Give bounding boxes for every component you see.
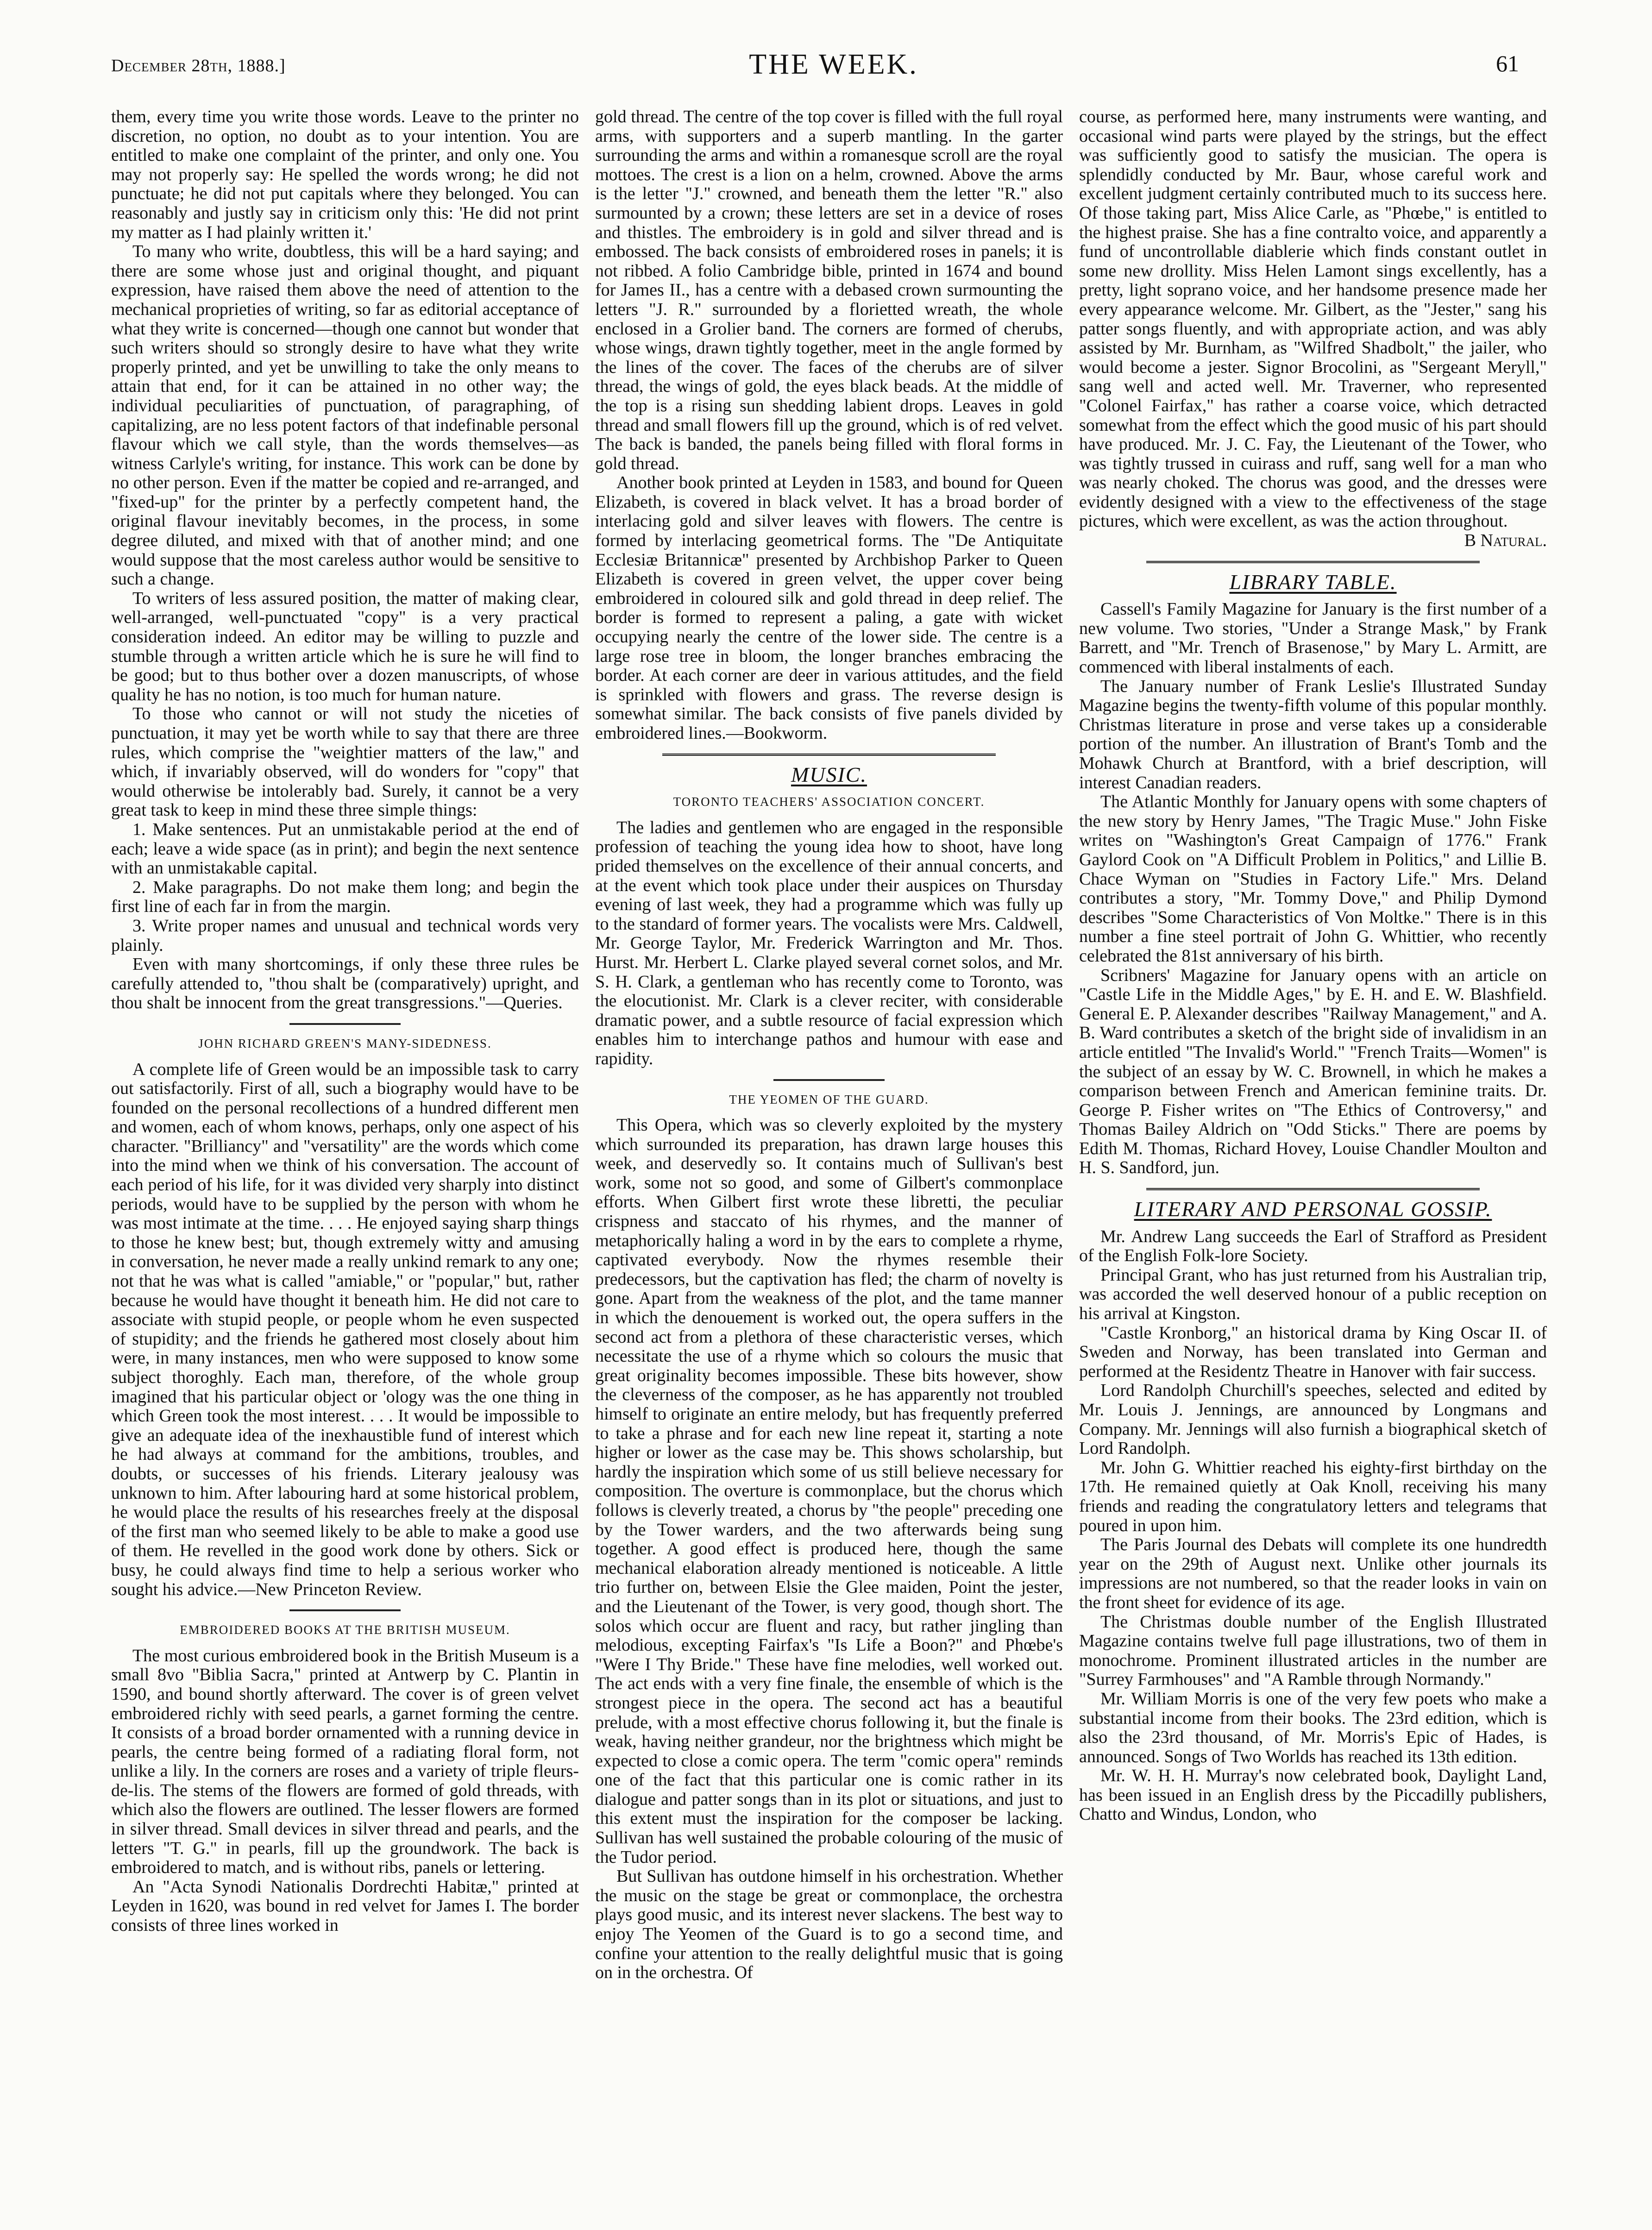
section-divider [1146, 561, 1480, 563]
article-heading: EMBROIDERED BOOKS AT THE BRITISH MUSEUM. [180, 1623, 510, 1637]
paragraph: Cassell's Family Magazine for January is the first number of a new volume. Two stories, "Under a Strange Mask," by Frank Barrett, and "Mr. Trench of Brasenose," by Mary L. Armitt, are commenced with liberal instalments of each. [1079, 599, 1547, 677]
paragraph: The Atlantic Monthly for January opens with some chapters of the new story by Henry James, "The Tragic Muse." John Fiske writes on "Washington's Great Campaign of 1776." Frank Gaylord Cook on "A Difficult Problem in Politics," and Lillie B. Chace Wyman on "Studies in Factory Life." Mrs. Deland contributes a story, "Mr. Tommy Dove," and Philip Dymond describes "Some Characteristics of Von Moltke." There is in this number a fine steel portrait of John G. Whittier, who recently celebrated the 81st anniversary of his birth. [1079, 792, 1547, 966]
paragraph: The Paris Journal des Debats will complete its one hundredth year on the 29th of August next. Unlike other journals its impressions are not numbered, so that the reader looks in vain on the front sheet for evidence of its age. [1079, 1535, 1547, 1612]
paragraph: A complete life of Green would be an impossible task to carry out satisfactorily. First of all, such a biography would have to be founded on the personal recollections of a hundred different men and women, each of whom knows, perhaps, only one aspect of his character. "Brilliancy" and "versatility" are the words which come into the mind when we think of his conversation. The account of each period of his life, for it was divided very sharply into distinct periods, would have to be supplied by the person with whom he was most intimate at the time. . . . He enjoyed saying sharp things to those he knew best; but, though extremely witty and amusing in conversation, he never made a really unkind remark to any one; not that he was what is called "amiable," or "popular," but, rather because he would have thought it beneath him. He did not care to associate with stupid people, or people whom he even suspected of stupidity; and the friends he gathered most closely about him were, in many instances, men who were supposed to know some subject thoroghly. Each man, therefore, of the whole group imagined that his particular object or 'ology was the one thing in which Green took the most interest. . . . It would be impossible to give an adequate idea of the inexhaustible fund of interest which he had always at command for the ambitions, troubles, and doubts, or successes of his friends. Literary jealousy was unknown to him. After labouring hard at some historical problem, he would place the results of his researches freely at the disposal of the first man who seemed likely to be able to make a good use of them. He revelled in the good work done by others. Sick or busy, he could always find time to help a serious worker who sought his advice.—New Princeton Review. [111, 1059, 579, 1599]
divider [289, 1023, 401, 1025]
paragraph: An "Acta Synodi Nationalis Dordrechti Habitæ," printed at Leyden in 1620, was bound in red velvet for James I. The border consists of three lines worked in [111, 1877, 579, 1935]
page-number: 61 [1496, 50, 1519, 76]
divider [289, 1609, 401, 1611]
paragraph: them, every time you write those words. Leave to the printer no discretion, no option, no doubt as to your intention. You are entitled to make one complaint of the printer, and only one. You may not properly say: He spelled the words wrong; he did not punctuate; he did not put capitals where they belonged. You can reasonably and justly say in criticism only this: 'He did not print my matter as I had plainly written it.' [111, 107, 579, 242]
section-divider [662, 754, 996, 756]
author-signature: B Natural. [1464, 531, 1547, 551]
paragraph: gold thread. The centre of the top cover is filled with the full royal arms, with supporters and a superb mantling. In the garter surrounding the arms and within a romanesque scroll are the royal mottoes. The crest is a lion on a helm, crowned. Above the arms is the letter "J." crowned, and beneath them the letter "R." also surmounted by a crown; these letters are set in a device of roses and thistles. The embroidery is in gold and silver thread and is embossed. The back consists of embroidered roses in panels; it is not ribbed. A folio Cambridge bible, printed in 1674 and bound for James II., has a centre with a debased crown surmounting the letters "J. R." surrounded by a florietted wreath, the whole enclosed in a Grolier band. The corners are formed of cherubs, whose wings, drawn tightly together, meet in the angle formed by the lines of the cover. The faces of the cherubs are of silver thread, the wings of gold, the eyes black beads. At the middle of the top is a rising sun shedding labient drops. Leaves in gold thread and small flowers fill up the ground, which is of red velvet. The back is banded, the panels being filled with floral forms in gold thread. [595, 107, 1063, 473]
paragraph: Mr. Andrew Lang succeeds the Earl of Strafford as President of the English Folk-lore Society. [1079, 1226, 1547, 1266]
issue-date: December 28th, 1888.] [111, 56, 286, 75]
paragraph: The Christmas double number of the English Illustrated Magazine contains twelve full page illustrations, two of them in monochrome. Prominent illustrated articles in the number are "Surrey Farmhouses" and "A Ramble through Normandy." [1079, 1612, 1547, 1690]
paragraph: Principal Grant, who has just returned from his Australian trip, was accorded the well deserved honour of a public reception on his arrival at Kingston. [1079, 1265, 1547, 1324]
paragraph: "Castle Kronborg," an historical drama by King Oscar II. of Sweden and Norway, has been translated into German and performed at the Residentz Theatre in Hanover with fair success. [1079, 1323, 1547, 1381]
article-heading: TORONTO TEACHERS' ASSOCIATION CONCERT. [673, 795, 985, 809]
paragraph: Mr. John G. Whittier reached his eighty-first birthday on the 17th. He remained quietly at Oak Knoll, receiving his many friends and reading the congratulatory letters and telegrams that poured in upon him. [1079, 1457, 1547, 1535]
rule-item: 3. Write proper names and unusual and technical words very plainly. [111, 916, 579, 955]
section-heading-gossip: LITERARY AND PERSONAL GOSSIP. [1134, 1197, 1492, 1221]
paragraph: Scribners' Magazine for January opens with an article on "Castle Life in the Middle Ages," by E. H. and E. W. Blashfield. General E. P. Alexander describes "Railway Management," and A. B. Ward contributes a sketch of the bright side of invalidism in an article entitled "The Invalid's World." "French Traits—Women" is the subject of an essay by W. C. Brownell, in which he makes a comparison between French and American feminine traits. Dr. George P. Fisher writes on "The Ethics of Controversy," and Thomas Bailey Aldrich on "Odd Sticks." There are poems by Edith M. Thomas, Richard Hovey, Louise Chandler Moulton and H. S. Sandford, jun. [1079, 965, 1547, 1178]
article-heading: THE YEOMEN OF THE GUARD. [729, 1092, 929, 1106]
divider [773, 1079, 885, 1081]
section-heading-music: MUSIC. [791, 762, 867, 786]
rule-item: 1. Make sentences. Put an unmistakable period at the end of each; leave a wide space (as in print); and begin the next sentence with an unmistakable capital. [111, 819, 579, 878]
paragraph: To those who cannot or will not study the niceties of punctuation, it may yet be worth while to say that there are three rules, which comprise the "weightier matters of the law," and which, if invariably observed, will do wonders for "copy" that would otherwise be intolerably bad. Surely, it cannot be a very great task to keep in mind these three simple things: [111, 704, 579, 820]
paragraph: This Opera, which was so cleverly exploited by the mystery which surrounded its preparation, has drawn large houses this week, and deservedly so. It contains much of Sullivan's best work, some not so good, and some of Gilbert's commonplace efforts. When Gilbert first wrote these libretti, the peculiar crispness and staccato of his rhymes, and the manner of metaphorically haling a word in by the ears to complete a rhyme, captivated everybody. Now the rhymes resemble their predecessors, but the captivation has fled; the charm of novelty is gone. Apart from the weakness of the plot, and the tame manner in which the denouement is worked out, the opera suffers in the second act from a plethora of these characteristic verses, which necessitate the use of a rhyme which so colours the music that great originality becomes impossible. These bits however, show the cleverness of the composer, as he has apparently not troubled himself to originate an entire melody, but has frequently preferred to take a phrase and for each new line repeat it, starting a note higher or lower as the case may be. This shows scholarship, but hardly the inspiration which some of us still believe necessary for composition. The overture is commonplace, but the chorus which follows is cleverly treated, a chorus by "the people" preceding one by the Tower warders, and the two afterwards being sung together. A good effect is produced here, though the same mechanical elaboration already mentioned is noticeable. A little trio further on, between Elsie the Glee maiden, Point the jester, and the Lieutenant of the Tower, is very good, though short. The solos which occur are fluent and racy, but rather jingling than melodious, excepting Fairfax's "Is Life a Boon?" and Phœbe's "Were I Thy Bride." These have fine melodies, well worked out. The act ends with a very fine finale, the ensemble of which is the strongest piece in the opera. The second act has a beautiful prelude, with a most effective chorus following it, but the finale is weak, having neither grandeur, nor the brightness which might be expected to close a comic opera. The term "comic opera" reminds one of the fact that this particular one is comic rather in its dialogue and patter songs than in its plot or situations, and just to this extent must the inspiration for the composer be lacking. Sullivan has well sustained the probable colouring of the music of the Tudor period. [595, 1115, 1063, 1867]
paragraph: To writers of less assured position, the matter of making clear, well-arranged, well-punctuated "copy" is a very practical consideration indeed. An editor may be willing to puzzle and stumble through a written article which he is sure he will find to be good; but to thus bother over a dozen manuscripts, of whose quality he has no notion, is too much for human nature. [111, 588, 579, 704]
paragraph: But Sullivan has outdone himself in his orchestration. Whether the music on the stage be great or commonplace, the orchestra plays good music, and its interest never slackens. The best way to enjoy The Yeomen of the Guard is to go a second time, and confine your attention to the really delightful music that is going on in the orchestra. Of [595, 1866, 1063, 1983]
paragraph: The January number of Frank Leslie's Illustrated Sunday Magazine begins the twenty-fifth volume of this popular monthly. Christmas literature in prose and verse takes up a considerable portion of the number. An illustration of Brant's Tomb and the Mohawk Church at Brantford, with a brief description, will interest Canadian readers. [1079, 676, 1547, 792]
rule-item: 2. Make paragraphs. Do not make them long; and begin the first line of each far in from the margin. [111, 877, 579, 917]
paragraph: The most curious embroidered book in the British Museum is a small 8vo "Biblia Sacra," printed at Antwerp by C. Plantin in 1590, and bound shortly afterward. The cover is of green velvet embroidered richly with seed pearls, a garnet forming the centre. It consists of a broad border ornamented with a running device in pearls, the centre being formed of a radiating floral form, not unlike a lily. In the corners are roses and a variety of triple fleurs-de-lis. The stems of the flowers are formed of gold threads, with which also the flowers are outlined. The lesser flowers are formed in silver thread. Small devices in silver thread and pearls, and the letters "T. G." in pearls, fill up the groundwork. The back is embroidered to match, and is without ribs, panels or lettering. [111, 1646, 579, 1878]
section-divider [1146, 1188, 1480, 1190]
paragraph: Mr. William Morris is one of the very few poets who make a substantial income from their books. The 23rd edition, which is also the 23rd thousand, of Mr. Morris's Epic of Hades, is announced. Songs of Two Worlds has reached its 13th edition. [1079, 1689, 1547, 1766]
paragraph: Mr. W. H. H. Murray's now celebrated book, Daylight Land, has been issued in an English dress by the Piccadilly publishers, Chatto and Windus, London, who [1079, 1766, 1547, 1824]
paragraph: The ladies and gentlemen who are engaged in the responsible profession of teaching the young idea how to shoot, have long prided themselves on the excellence of their annual concerts, and at the event which took place under their auspices on Thursday evening of last week, they had a programme which was fully up to the standard of former years. The vocalists were Mrs. Caldwell, Mr. George Taylor, Mr. Frederick Warrington and Mr. Thos. Hurst. Mr. Herbert L. Clarke played several cornet solos, and Mr. S. H. Clark, a gentleman who has recently come to Toronto, was the elocutionist. Mr. Clark is a clever reciter, with considerable dramatic power, and a subtle resource of facial expression which enables him to interchange pathos and humour with ease and rapidity. [595, 817, 1063, 1068]
paragraph: Even with many shortcomings, if only these three rules be carefully attended to, "thou shalt be (comparatively) upright, and thou shalt be innocent from the great transgressions."—Queries. [111, 955, 579, 1013]
paragraph: Lord Randolph Churchill's speeches, selected and edited by Mr. Louis J. Jennings, are announced by Longmans and Company. Mr. Jennings will also furnish a biographical sketch of Lord Randolph. [1079, 1381, 1547, 1458]
column-3 [1079, 107, 1547, 2178]
paragraph: Another book printed at Leyden in 1583, and bound for Queen Elizabeth, is covered in black velvet. It has a broad border of interlacing gold and silver leaves with flowers. The centre is formed by interlacing geometrical forms. The "De Antiquitate Ecclesiæ Britannicæ" presented by Archbishop Parker to Queen Elizabeth is covered in green velvet, the upper cover being embroidered in coloured silk and gold thread in deep relief. The border is formed to represent a paling, a gate with wicket occupying nearly the centre of the lower side. The centre is a large rose tree in bloom, the longer branches embracing the border. At each corner are deer in various attitudes, and the field is sprinkled with flowers and grass. The reverse design is somewhat similar. The back consists of five panels divided by embroidered lines.—Bookworm. [595, 473, 1063, 743]
paragraph: To many who write, doubtless, this will be a hard saying; and there are some whose just and original thought, and piquant expression, have raised them above the need of attention to the mechanical proprieties of writing, so far as editorial acceptance of what they write is concerned—though one cannot but wonder that such writers should so strongly desire to have what they write properly printed, and yet be unwilling to take the only means to attain that end, for it can be attained in no other way; the individual peculiarities of punctuation, of paragraphing, of capitalizing, are no less potent factors of that indefinable personal flavour which we call style, than the words themselves—as witness Carlyle's writing, for instance. This work can be done by no other person. Even if the matter be copied and re-arranged, and "fixed-up" for the printer by a perfectly competent hand, the original flavour inevitably becomes, in the process, in some degree diluted, and mixed with that of another mind; and one would suppose that the most careless author would be sensitive to such a change. [111, 242, 579, 589]
column-2 [595, 107, 1063, 2178]
column-1 [111, 107, 579, 2178]
paragraph: course, as performed here, many instruments were wanting, and occasional wind parts were played by the strings, but the effect was sufficiently good to satisfy the musician. The opera is splendidly conducted by Mr. Baur, whose careful work and excellent judgment certainly contributed much to its success here. Of those taking part, Miss Alice Carle, as "Phœbe," is entitled to the highest praise. She has a fine contralto voice, and apparently a fund of uncontrollable diablerie which finds constant outlet in some new drollity. Miss Helen Lamont sings excellently, has a pretty, light soprano voice, and her handsome presence made her every appearance welcome. Mr. Gilbert, as the "Jester," sang his patter songs fluently, and with appropriate action, and was ably assisted by Mr. Burnham, as "Wilfred Shadbolt," the jailer, who would become a jester. Signor Brocolini, as "Sergeant Meryll," sang well and acted well. Mr. Traverner, who represented "Colonel Fairfax," has rather a coarse voice, which detracted somewhat from the effect which the good music of his part should have produced. Mr. J. C. Fay, the Lieutenant of the Tower, who was tightly trussed in cuirass and ruff, sang well for a man who was nearly choked. The chorus was good, and the dresses were evidently designed with a view to the effectiveness of the stage pictures, which were excellent, as was the action throughout. [1079, 107, 1547, 531]
section-heading-library-table: LIBRARY TABLE. [1229, 570, 1397, 594]
article-heading: JOHN RICHARD GREEN'S MANY-SIDEDNESS. [198, 1036, 492, 1050]
masthead-title: THE WEEK. [749, 49, 918, 80]
